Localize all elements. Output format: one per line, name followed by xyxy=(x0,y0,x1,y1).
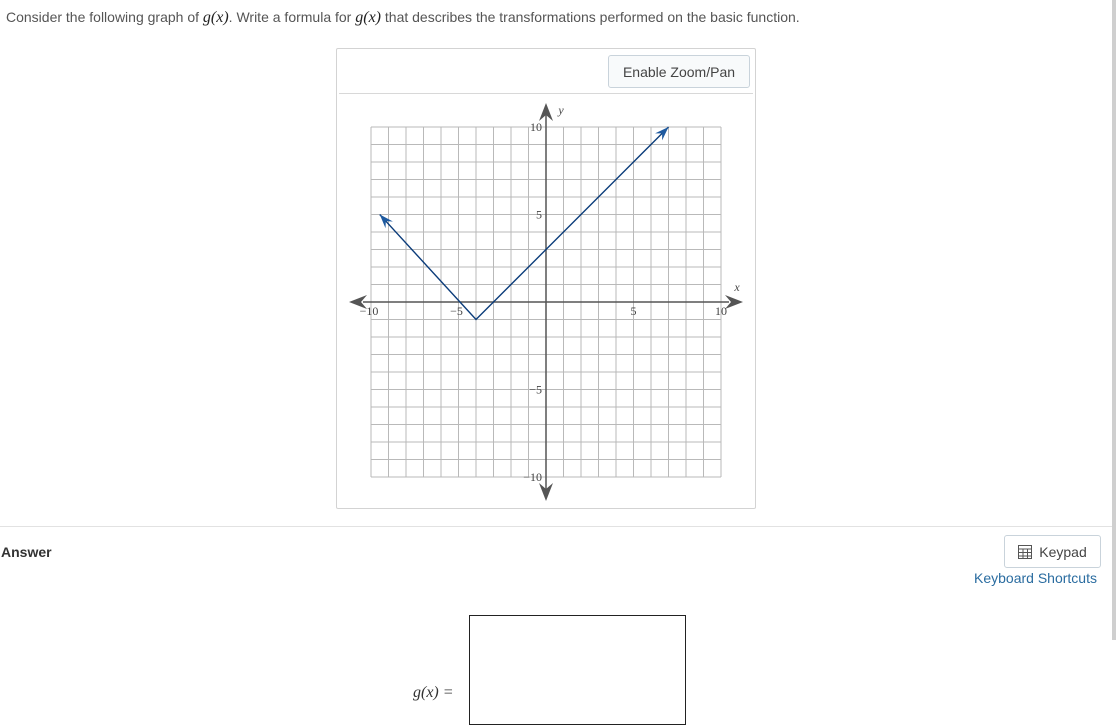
y-tick-label: 5 xyxy=(536,207,542,222)
calculator-icon xyxy=(1018,545,1032,559)
x-tick-label: −10 xyxy=(359,304,379,318)
y-tick-label: −10 xyxy=(523,470,542,484)
x-tick-label: 5 xyxy=(630,304,637,318)
page-scrollbar[interactable] xyxy=(1112,0,1116,640)
x-tick-label: −5 xyxy=(450,304,463,318)
x-axis-label: x xyxy=(734,280,740,294)
enable-zoom-pan-button[interactable]: Enable Zoom/Pan xyxy=(608,55,750,88)
graph-panel xyxy=(336,48,756,509)
function-name: g(x) xyxy=(355,9,381,26)
question-text xyxy=(6,9,800,27)
coordinate-graph[interactable] xyxy=(337,49,757,510)
question-prefix: Consider the following graph of xyxy=(6,9,203,25)
y-tick-label: 10 xyxy=(530,120,542,134)
x-tick-label: 10 xyxy=(715,304,727,318)
keyboard-shortcuts-link[interactable]: Keyboard Shortcuts xyxy=(974,570,1097,586)
question-middle: . Write a formula for xyxy=(228,9,356,25)
keypad-button[interactable] xyxy=(1004,535,1101,568)
section-divider xyxy=(0,526,1116,527)
function-name: g(x) xyxy=(202,9,229,26)
tick-labels xyxy=(360,103,741,484)
axes xyxy=(349,103,743,501)
y-tick-label: −5 xyxy=(529,382,542,397)
answer-label: Answer xyxy=(1,544,52,560)
question-suffix: that describes the transformations performed on the basic function. xyxy=(381,9,800,25)
answer-input-label: g(x) = xyxy=(413,684,454,701)
keypad-label: Keypad xyxy=(1039,543,1087,560)
y-axis-label: y xyxy=(558,103,564,117)
answer-input[interactable] xyxy=(469,615,686,725)
